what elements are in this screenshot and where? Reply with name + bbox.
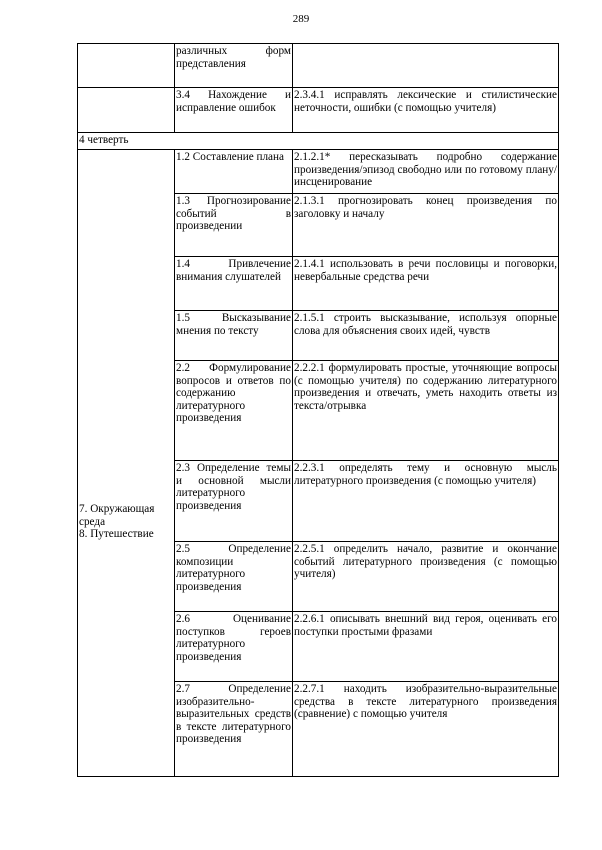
table-row [78,88,559,133]
topic-cell-empty [78,88,175,133]
skill-cell: 3.4 Нахождение и исправление ошибок [175,88,293,133]
skill-cell: 1.2 Составление плана [175,150,293,194]
skill-cell: 2.5 Определение композиции литературного произведения [175,542,293,612]
outcome-cell: 2.1.4.1 использовать в речи пословицы и поговорки, невербальные средства речи [293,257,559,311]
outcome-cell: 2.2.7.1 находить изобразительно-выразительные средства в тексте литературного произведения (сравнение) с помощью учителя [293,682,559,777]
skill-cell: 2.7 Определение изобразительно-выразительных средств в тексте литературного произведения [175,682,293,777]
skill-cell: 2.2 Формулирование вопросов и ответов по содержанию литературного произведения [175,361,293,461]
topic-environment: 7. Окружающая среда [79,503,155,528]
outcome-cell: 2.2.5.1 определить начало, развитие и окончание событий литературного произведения (с помощью учителя) [293,542,559,612]
curriculum-table [77,43,559,777]
table-row [78,44,559,88]
skill-cell: 2.6 Оценивание поступков героев литературного произведения [175,612,293,682]
outcome-cell [293,44,559,88]
topic-cell-empty [78,44,175,88]
skill-cell: 2.3 Определение темы и основной мысли литературного произведения [175,461,293,542]
outcome-cell: 2.1.2.1* пересказывать подробно содержание произведения/эпизод свободно или по готовому плану/инсценирование [293,150,559,194]
skill-cell: 1.4 Привлечение внимания слушателей [175,257,293,311]
outcome-cell: 2.3.4.1 исправлять лексические и стилистические неточности, ошибки (с помощью учителя) [293,88,559,133]
outcome-cell: 2.2.3.1 определять тему и основную мысль литературного произведения (с помощью учителя) [293,461,559,542]
quarter-row [78,133,559,150]
outcome-cell: 2.1.3.1 прогнозировать конец произведения по заголовку и началу [293,194,559,257]
table-row [78,150,559,194]
quarter-label: 4 четверть [78,133,559,150]
page-number: 289 [292,13,310,25]
outcome-cell: 2.1.5.1 строить высказывание, используя опорные слова для объяснения своих идей, чувств [293,311,559,361]
topic-cell [78,150,175,777]
skill-cell: 1.5 Высказывание мнения по тексту [175,311,293,361]
topic-travel: 8. Путешествие [79,528,154,541]
outcome-cell: 2.2.6.1 описывать внешний вид героя, оценивать его поступки простыми фразами [293,612,559,682]
skill-cell: различных форм представления [175,44,293,88]
outcome-cell: 2.2.2.1 формулировать простые, уточняющие вопросы (с помощью учителя) по содержанию литературного произведения и отвечать, уметь находить ответы из текста/отрывка [293,361,559,461]
skill-cell: 1.3 Прогнозирование событий в произведении [175,194,293,257]
